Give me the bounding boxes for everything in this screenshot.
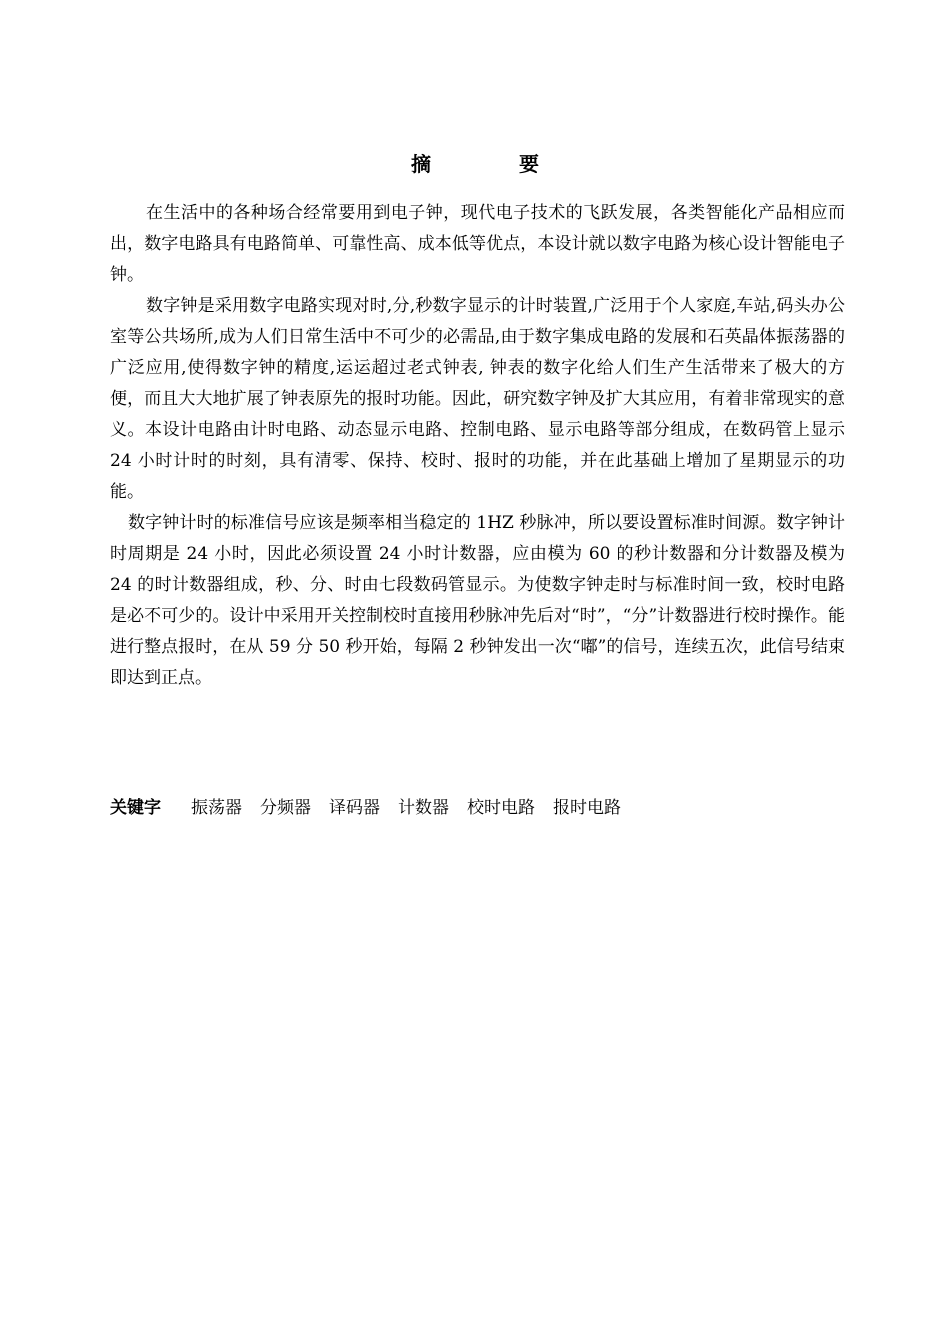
keywords-label: 关键字	[110, 798, 161, 818]
keyword-item: 振荡器	[191, 798, 242, 818]
keyword-item: 分频器	[260, 798, 311, 818]
keyword-item: 计数器	[398, 798, 449, 818]
abstract-paragraph-1: 在生活中的各种场合经常要用到电子钟，现代电子技术的飞跃发展，各类智能化产品相应而出，数字电路具有电路简单、可靠性高、成本低等优点，本设计就以数字电路为核心设计智能电子钟。	[110, 203, 845, 285]
keyword-item: 译码器	[329, 798, 380, 818]
abstract-paragraph-3: 数字钟计时的标准信号应该是频率相当稳定的 1HZ 秒脉冲，所以要设置标准时间源。数字钟计时周期是 24 小时，因此必须设置 24 小时计数器，应由模为 60 的秒计数器和分计数器及模为 24 的时计数器组成，秒、分、时由七段数码管显示。为使数字钟走时与标准时间一致，校时电路是必不可少的。设计中采用开关控制校时直接用秒脉冲先后对“时”，“分”计数器进行校时操作。能进行整点报时，在从 59 分 50 秒开始，每隔 2 秒钟发出一次“嘟”的信号，连续五次，此信号结束即达到正点。	[110, 513, 845, 688]
abstract-body	[110, 198, 845, 694]
abstract-title-part2: 要	[519, 152, 539, 176]
keyword-item: 报时电路	[553, 798, 621, 818]
keywords-line	[110, 793, 845, 824]
keyword-item: 校时电路	[467, 798, 535, 818]
abstract-title	[0, 150, 950, 178]
abstract-paragraph-2: 数字钟是采用数字电路实现对时,分,秒数字显示的计时装置,广泛用于个人家庭,车站,码头办公室等公共场所,成为人们日常生活中不可少的必需品,由于数字集成电路的发展和石英晶体振荡器的广泛应用,使得数字钟的精度,运运超过老式钟表, 钟表的数字化给人们生产生活带来了极大的方便，而且大大地扩展了钟表原先的报时功能。因此，研究数字钟及扩大其应用，有着非常现实的意义。本设计电路由计时电路、动态显示电路、控制电路、显示电路等部分组成，在数码管上显示 24 小时计时的时刻，具有清零、保持、校时、报时的功能，并在此基础上增加了星期显示的功能。	[110, 296, 845, 502]
abstract-title-part1: 摘	[411, 152, 431, 176]
